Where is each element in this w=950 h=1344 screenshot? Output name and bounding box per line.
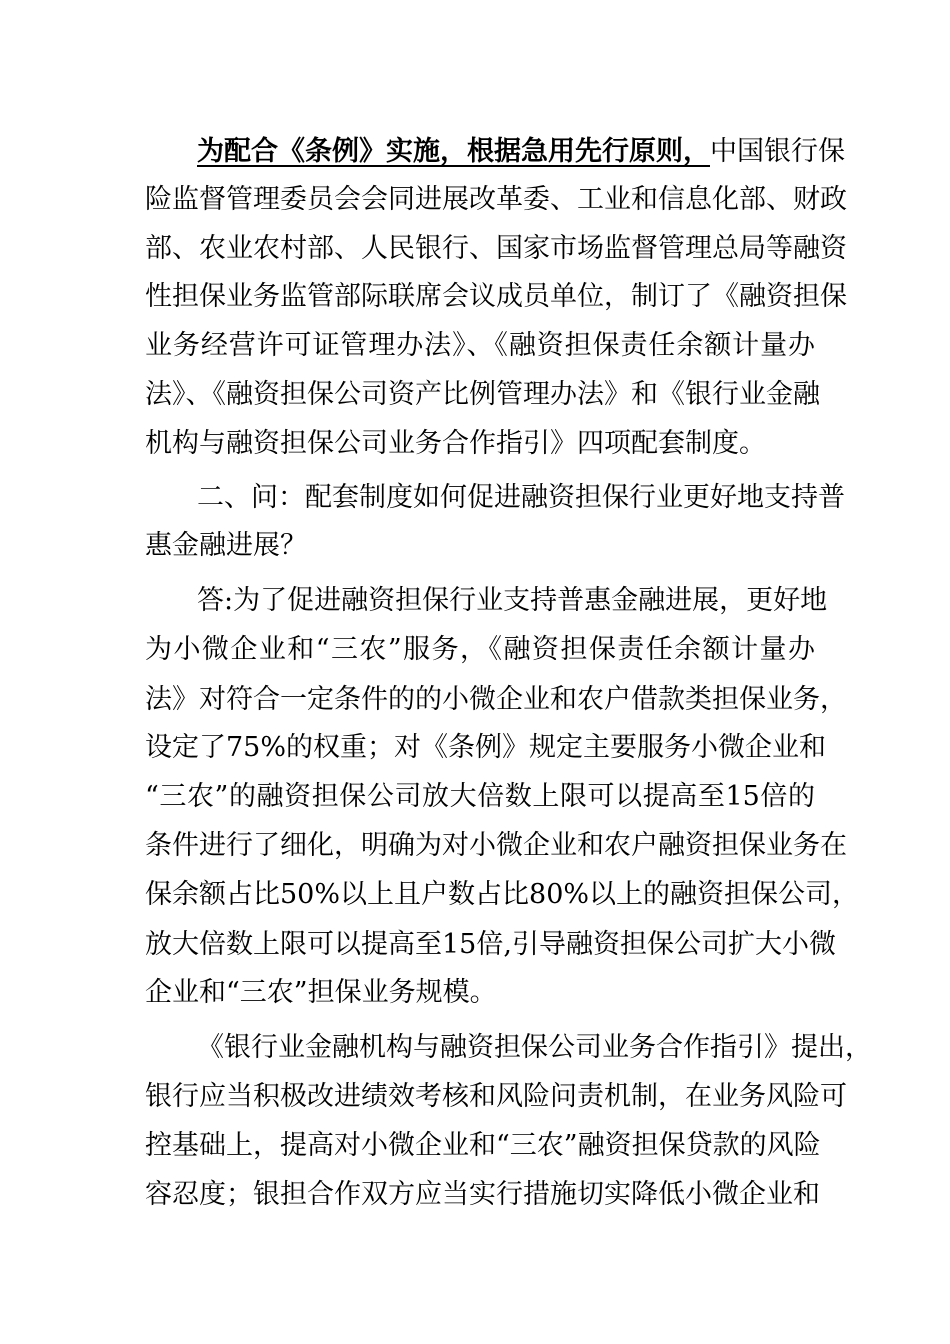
guideline-line-4: 容忍度；银担合作双方应当实行措施切实降低小微企业和: [145, 1179, 820, 1210]
answer-line-1: 答:为了促进融资担保行业支持普惠金融进展，更好地: [197, 585, 828, 616]
question-heading-line-1: 二、问：配套制度如何促进融资担保行业更好地支持普: [197, 482, 845, 513]
question-heading-line-2: 惠金融进展？: [145, 530, 307, 561]
guideline-line-1: 《银行业金融机构与融资担保公司业务合作指引》提出，: [197, 1032, 872, 1063]
paragraph-1-line-2: 险监督管理委员会会同进展改革委、工业和信息化部、财政: [145, 184, 847, 215]
paragraph-1-line-7: 机构与融资担保公司业务合作指引》四项配套制度。: [145, 428, 766, 459]
paragraph-1-line-3: 部、农业农村部、人民银行、国家市场监督管理总局等融资: [145, 233, 847, 264]
answer-line-5: “三农”的融资担保公司放大倍数上限可以提高至15倍的: [145, 781, 815, 812]
paragraph-1-line-4: 性担保业务监管部际联席会议成员单位，制订了《融资担保: [145, 281, 847, 312]
guideline-line-2: 银行应当积极改进绩效考核和风险问责机制，在业务风险可: [145, 1081, 847, 1112]
answer-line-3: 法》对符合一定条件的的小微企业和农户借款类担保业务，: [145, 684, 847, 715]
paragraph-text: 中国银行保: [710, 136, 845, 167]
answer-line-8: 放大倍数上限可以提高至15倍,引导融资担保公司扩大小微: [145, 929, 836, 960]
underlined-lead-phrase: 为配合《条例》实施，根据急用先行原则，: [197, 136, 710, 167]
answer-line-4: 设定了75%的权重；对《条例》规定主要服务小微企业和: [145, 732, 827, 763]
answer-line-2: 为小微企业和“三农”服务，《融资担保责任余额计量办: [145, 634, 815, 665]
paragraph-1-line-6: 法》、《融资担保公司资产比例管理办法》和《银行业金融: [145, 379, 820, 410]
paragraph-1-line-5: 业务经营许可证管理办法》、《融资担保责任余额计量办: [145, 330, 815, 361]
answer-line-7: 保余额占比50%以上且户数占比80%以上的融资担保公司，: [145, 879, 860, 910]
guideline-line-3: 控基础上，提高对小微企业和“三农”融资担保贷款的风险: [145, 1130, 821, 1161]
paragraph-1-line-1: [197, 132, 845, 172]
answer-line-9: 企业和“三农”担保业务规模。: [145, 977, 497, 1008]
answer-line-6: 条件进行了细化，明确为对小微企业和农户融资担保业务在: [145, 830, 847, 861]
